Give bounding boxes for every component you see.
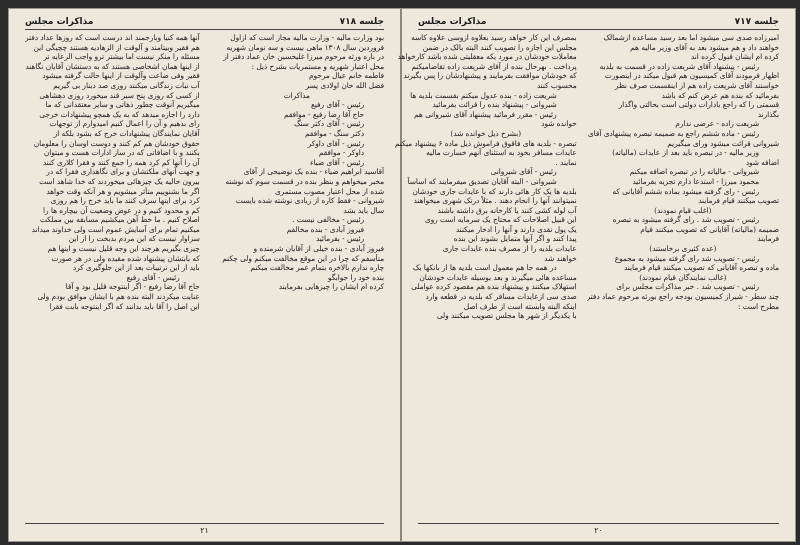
text-line: نمیتوانند آنها را انجام دهند . مثلاً درتک شهری میخواهند	[413, 196, 577, 206]
text-line: رئیس - تصویب شد رای گرفته میشود به مجموع	[614, 253, 759, 263]
text-line: رئیس - آقای دکتر سنگ	[293, 119, 364, 129]
text-line: آب نبات زندگانی میکنند روزی صد دینار بی گیریم	[53, 80, 200, 90]
text-line: فقیر وفی ضاعت وآلوقت از اینها حالت گرفته میشود	[42, 71, 200, 81]
text-line: اظهار فرمودند آقای کمیسیون هم قبول میکند در اینصورت	[604, 71, 779, 81]
text-line: اضافه شود	[745, 157, 779, 167]
text-line: هم فقیر وبیتامند و آلوقت از الزهادیه هستند چچیگی این	[33, 42, 200, 52]
text-line: (غالب نمایندگان قیام نمودند)	[639, 272, 727, 282]
text-line: آن را آنها کم کرد همه را جمع کنند و فقرا کلاری کنند	[42, 157, 200, 167]
left-page-number: ۲۱	[25, 523, 384, 535]
text-line: صدی سی ازعایدات مسافر که بلدیه در قطعه وارد	[425, 292, 577, 302]
text-line: داوکر - موافقم	[318, 148, 364, 158]
text-line: با یکدیگر از شهر ها مجلس تصویب میکنند ولی	[436, 311, 577, 321]
text-line: بنده خود را جوابگو	[327, 272, 384, 282]
text-line: رئیس - رای گرفته میشود بماده ششم آقایانی که	[612, 186, 759, 196]
text-line: اگر ما بشنوییم متأثر میشویم و هر آنکه وقت خواهد	[46, 186, 200, 196]
text-line: رئیس - مخالفی نیست .	[292, 215, 364, 225]
text-line: کرده ام ایشان قبول کرده اند	[690, 52, 779, 62]
text-line: پرداخت . بهرحال بنده از آقای شریعت زاده تقاضامیکنم	[411, 61, 577, 71]
text-line: ضمیمه (مالیاته) آقایانی که تصویب میکنند قیام	[640, 224, 779, 234]
text-line: نمایند .	[555, 157, 577, 167]
text-line: آنها همه کنیا وبارجمند اند درست است که روزها عداد دفتر	[25, 33, 200, 42]
text-line: بیرون حالیه یک چیزهائی میخوردند که خدا شاهد است	[39, 176, 200, 186]
text-line: چند سطر - شیراز کمیسیون بودجه راجع بورثه مرحوم عماد دفتر	[586, 292, 779, 302]
text-line: عنایت میکردند البته بنده هم با ایشان موافق بودم ولی	[37, 292, 200, 302]
left-header-session: جلسه ۷۱۸	[339, 17, 384, 27]
text-line: سزاوار نیست که این مردم بدبخت را از این	[68, 234, 200, 244]
text-line: چاره ندارم بالاخره بتمام عمر مخالفت میکنم	[250, 263, 384, 273]
text-line: این قبیل اصلاحات که محتاج یک سرمایه است روی	[424, 215, 577, 225]
text-line: متأسفم که چرا در این موقع مخالفت میکنم ولی چکنم	[222, 253, 384, 263]
text-line: که خودشان موافقت بفرمایند و پیشنهادشان را پس بگیرند	[403, 71, 577, 81]
text-line: کم و محدود کنیم و در عوض وضعیت آن بیچاره ها را	[42, 205, 200, 215]
left-header-title: مذاکرات مجلس	[25, 17, 94, 27]
text-line: بکنند و با اضافاتی که در ساز ادارات هست و میتوان	[43, 148, 200, 158]
text-line: این اصل را آقا باید بدانند که اگر اینتوجه بابت فقرا	[49, 301, 200, 311]
text-line: استهلاک میکنند و پیشنهاد بنده هم مقصود کرده عواملی	[411, 282, 577, 292]
text-line: رئیس - بفرمائید	[315, 234, 364, 244]
text-line: (عده کثیری برخاستند)	[649, 244, 717, 254]
text-line: ماده و تبصره آقایانی که تصویب میکنند قیام فرمایند	[623, 263, 779, 273]
left-page	[9, 9, 402, 541]
text-line: شریعت زاده - بنده عدول میکنم بقسمت بلدیه ها	[410, 90, 557, 100]
text-line: فاطمه خانم عیال مرحوم	[308, 71, 384, 81]
text-line: آقاسید ابراهیم ضیاء - بنده یک توضیحی از آقای	[243, 167, 384, 177]
text-line: خواهند شد	[544, 253, 577, 263]
text-line: عایدات بلدیه را از مصرف بنده عایدات جاری	[442, 244, 577, 254]
text-line: شیروانی - البته آقایان تصدیق میفرمایند که اساساً	[407, 176, 557, 186]
text-line: رئیس - پیشنهاد آقای شریعت زاده در قسمت به بلدیه	[599, 61, 759, 71]
text-line: و جهت آنهای ملکتشان و برای نگاهداری فقرا که در	[46, 167, 200, 177]
text-line: مذاکرات	[283, 90, 310, 100]
text-line: امیرزاده صدی سی میشود اما بعد رسید مساعده ازشمالک	[603, 33, 779, 42]
right-page-column-right	[587, 33, 779, 321]
text-line: دکتر سنگ - موافقم	[305, 128, 364, 138]
text-line: بگذارند	[757, 109, 779, 119]
text-line: (اغلب قیام نمودند)	[654, 205, 712, 215]
text-line: محل اعتبار شهریه و مستمریات بشرح ذیل :	[251, 61, 384, 71]
left-page-column-left	[25, 33, 200, 311]
text-line: مجلس این اجازه را تصویب کنند البته بالک در ضمن	[422, 42, 577, 52]
text-line: محمود میرزا - استدعا دارم تجزیه بفرمائید	[632, 176, 759, 186]
right-page-header	[418, 15, 779, 30]
text-line: یک پول نقدی دارند و آنها را ادخار میکنند	[455, 224, 577, 234]
text-line: اینکه البته وابسته است از طرف اصل	[463, 301, 577, 311]
text-line: کرده ام ایشان را چیزهایی بفرمایند	[278, 282, 384, 292]
text-line: شیروانی قرائت میشود ورای میگیریم	[667, 138, 779, 148]
text-line: قسمتی را که راجع بادارات دولتی است بحالتی واگذار	[618, 100, 779, 110]
right-page-columns	[394, 27, 779, 321]
text-line: شده از محل اعتبار مصوب مستمری	[274, 186, 384, 196]
text-line: حاج آقا رضا رفیع - اگر اینتوجه قلیل بود و آقا	[65, 282, 200, 292]
right-page	[394, 9, 795, 541]
text-line: چیزی بگیریم هرچند این وجه قلیل نیست و اینها هم	[47, 244, 200, 254]
text-line: بلدیه ها یک کار هائی دارند که با عایدات جاری خودشان	[412, 186, 577, 196]
text-line: تصویب میکنند قیام فرمایند	[698, 196, 779, 206]
text-line: خواهند داد و هم میشود بعد به آقای وزیر مالیه هم	[630, 42, 779, 52]
text-line: در باره ورثه مرحوم میرزا غلیحسین خان عماد دفتر از	[223, 52, 384, 62]
text-line: رئیس - آقای داوکر	[307, 138, 364, 148]
text-line: پیدا کنند و اگر آنها متمایل بشوند این بنده	[453, 234, 577, 244]
text-line: رئیس - تصویب شد . رای گرفته میشود به تبصره	[612, 215, 759, 225]
text-line: بمصرف این کار خواهد رسید بعلاوه ازوسی علاوه کاسه	[411, 33, 577, 42]
text-line: بود وزارت مالیه - وزارت مالیه مجاز است که ازاول	[230, 33, 384, 42]
text-line: عایدات مسافر بخود به استثنای آنهم خسارت مالیه	[426, 148, 577, 158]
text-line: شیروانی - فقط کاره از زیادی نوشته شده بایست	[235, 196, 384, 206]
text-line: کرد برای اینها سرف کنند ما باید خرج را هم روزی	[50, 196, 200, 206]
text-line: شیروانی - پیشنهاد بنده را قرائت بفرمائید	[432, 100, 557, 110]
text-line: حقوق خودشان هم کم کنند و دوست اوسان را معلومان	[33, 138, 200, 148]
text-line: رئیس - آقای شیروانی	[490, 167, 557, 177]
text-line: دارد را اجازه میدهد که به یک همچو پیشنهادات خرجی	[39, 109, 200, 119]
text-line: رئیس - مقرر فرمائید پیشنهاد آقای شیروانی هم	[414, 109, 557, 119]
right-header-title: مذاکرات مجلس	[418, 17, 487, 27]
text-line: در همه جا هم معمول است بلدیه ها از بانکها یک	[412, 263, 557, 273]
left-page-header	[25, 15, 384, 30]
text-line: مساعده هائی میگیرند و بعد بوسیله عایدات خودشان	[419, 272, 577, 282]
text-line: خوانده شود	[541, 119, 577, 129]
text-line: آب لوله کشی کنند یا کارخانه برق داشته باشند	[437, 205, 577, 215]
text-line: رئیس - آقای رفیع	[310, 100, 364, 110]
text-line: تبصره - بلدیه های فاقوق فراموش ذیل ماده ۶ پیشنهاد میکنم	[394, 138, 577, 148]
text-line: رئیس - آقای رفیع	[126, 272, 180, 282]
text-line: مخبر میخواهم و بنظر بنده در قسمت سوم که نوشته	[225, 176, 384, 186]
right-header-session: جلسه ۷۱۷	[734, 17, 779, 27]
text-line: باید از این ترتیبات بعد از این جلوگیری کرد	[72, 263, 200, 273]
text-line: رئیس - ماده ششم راجع به ضمیمه تبصره پیشنهادی آقای	[587, 128, 759, 138]
text-line: که بابتشان پیشنهاد شده مقیده ولی در هر صورت	[51, 253, 200, 263]
text-line: (بشرح ذیل خوانده شد)	[450, 128, 522, 138]
right-page-number: ۲۰	[418, 523, 779, 535]
text-line: مطرح است :	[737, 301, 779, 311]
text-line: خواستند آقای شریعت زاده هم از اینقسمت صرف نظر	[614, 80, 779, 90]
text-line: محسوب کنند	[536, 80, 577, 90]
text-line: حاج آقا رضا رفیع - موافقم	[283, 109, 364, 119]
text-line: فضل الله خان اولادی پسر	[305, 80, 384, 90]
text-line: فیروز آبادی - بنده مخالفم	[286, 224, 364, 234]
text-line: بفرمائید که بنده هم عرض کنم که باشد	[661, 90, 779, 100]
text-line: مسئله را منکر نیست اما بیشتر ترو واجب الرعایه تر	[43, 52, 200, 62]
text-line: آقایان نمایندگان پیشنهادات خرج که بشود بلکه از	[53, 128, 200, 138]
text-line: وزیر مالیه - در تبصره باید بعد از عایدات (مالیاته)	[612, 148, 759, 158]
right-page-column-left	[395, 33, 577, 321]
text-line: رئیس - آقای ضیاء	[310, 157, 364, 167]
text-line: فرمایند	[757, 234, 779, 244]
text-line: از اینها همان اشخاصی هستند که به دستشان آقایان نگاهند	[25, 61, 200, 71]
text-line: فیروز آبادی - بنده خیلی از آقایان شرمنده و	[253, 244, 384, 254]
text-line: رئیس - تصویب شد . خبر مذاکرات مجلس برای	[616, 282, 759, 292]
left-page-columns	[25, 27, 384, 311]
text-line: سال باید بشد	[343, 205, 384, 215]
book-spread	[8, 8, 796, 542]
text-line: از کسی که روزی پنج سیر قند میخورد روزی دهشاهی	[39, 90, 200, 100]
text-line: شریعت زاده - عرضی ندارم	[675, 119, 759, 129]
text-line: میکنیم تمام برای آسایش عموم است ولی خداوند میداند	[31, 224, 200, 234]
text-line: رای بدهیم و آن را اعمال کنیم امیدوارم از توجهات	[49, 119, 200, 129]
text-line: معاملات خودشان در مورد یکه معقلیتی شده باشد کارخواهد	[397, 52, 577, 62]
text-line: فروردین سال ۱۳۰۸ ماهی بیست و سه تومان شهریه	[226, 42, 384, 52]
text-line: شیروانی - مالیاته را در تبصره اضافه میکنم	[629, 167, 759, 177]
left-page-column-right	[210, 33, 384, 311]
text-line: میگیریم آنوقت چطور ذهاتی و سایر معتقدانی که ما	[45, 100, 200, 110]
text-line: اصلاح کنیم . ما خط آهن میکشیم مسابقه بین مملکت	[39, 215, 200, 225]
